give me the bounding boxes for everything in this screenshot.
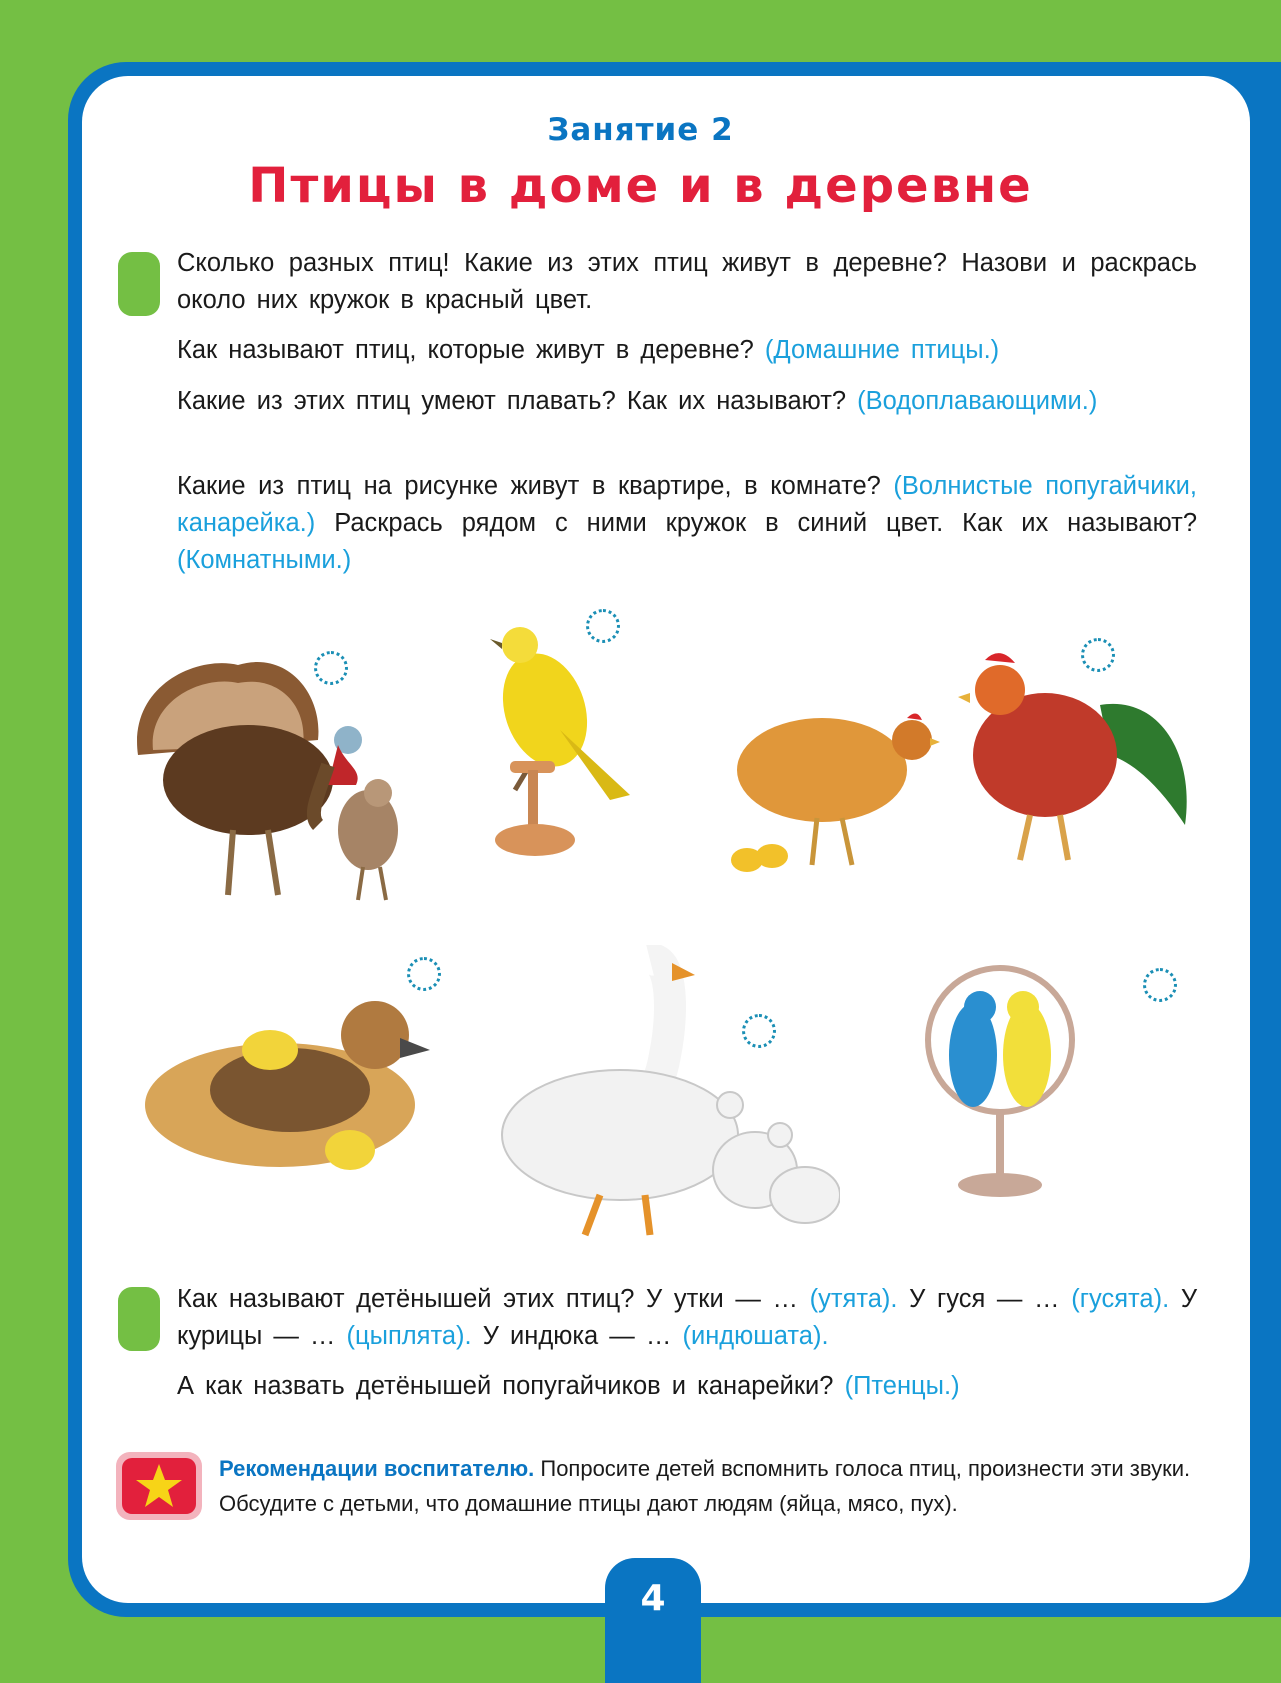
hen-illustration — [722, 700, 942, 885]
recommendation-label: Рекомендации воспитателю. — [219, 1456, 535, 1481]
recommendation-star-icon — [116, 1452, 202, 1520]
question-2 — [177, 332, 1197, 369]
page-number: 4 — [640, 1578, 666, 1619]
question-6-text: А как назвать детёнышей попугайчиков и канарейки? — [177, 1372, 834, 1400]
answer-2: (Домашние птицы.) — [764, 336, 1000, 364]
section-marker-1 — [118, 252, 160, 316]
answer-3: (Водоплавающими.) — [857, 387, 1098, 415]
answer-5c: (цыплята). — [346, 1322, 472, 1350]
color-circle-canary[interactable] — [586, 609, 620, 643]
canary-illustration — [490, 625, 680, 870]
page-title: Птицы в доме и в деревне — [248, 158, 1033, 214]
answer-5a: (утята). — [809, 1285, 898, 1313]
answer-6: (Птенцы.) — [844, 1372, 960, 1400]
recommendation-text: Попросите детей вспомнить голоса птиц, произнести эти звуки. Обсудите с детьми, что домашние птицы дают людям (яйца, мясо, пух). — [219, 1456, 1191, 1516]
recommendation-note — [219, 1451, 1204, 1521]
duck-illustration — [130, 990, 430, 1190]
answer-5d: (индюшата). — [682, 1322, 829, 1350]
answer-4b: (Комнатными.) — [177, 546, 352, 574]
question-4-text-b: Раскрась рядом с ними кружок в синий цвет. Как их называют? — [334, 509, 1197, 537]
color-circle-budgies[interactable] — [1143, 968, 1177, 1002]
page-number-tab — [605, 1558, 701, 1683]
lesson-number: Занятие 2 — [547, 112, 734, 148]
question-3-text: Какие из этих птиц умеют плавать? Как их называют? — [177, 387, 847, 415]
question-3 — [177, 383, 1197, 420]
question-1: Сколько разных птиц! Какие из этих птиц живут в деревне? Назови и раскрась около них кружок в красный цвет. — [177, 249, 1197, 314]
budgies-illustration — [925, 945, 1075, 1200]
color-circle-turkey[interactable] — [314, 651, 348, 685]
question-5 — [177, 1281, 1197, 1355]
question-4-text-a: Какие из птиц на рисунке живут в квартире, в комнате? — [177, 472, 881, 500]
goose-illustration — [500, 945, 840, 1250]
answer-4a: (Волнистые попугайчики, канарейка.) — [177, 472, 1197, 537]
question-5-text-d: У индюка — … — [482, 1322, 672, 1350]
question-5-text-c: У курицы — … — [177, 1285, 1198, 1350]
color-circle-goose[interactable] — [742, 1014, 776, 1048]
color-circle-duck[interactable] — [407, 957, 441, 991]
turkey-illustration — [118, 645, 408, 915]
rooster-illustration — [950, 645, 1200, 870]
star-icon — [122, 1458, 196, 1514]
color-circle-rooster[interactable] — [1081, 638, 1115, 672]
section-marker-2 — [118, 1287, 160, 1351]
question-5-text-b: У гуся — … — [909, 1285, 1060, 1313]
question-6 — [177, 1368, 1197, 1405]
question-2-text: Как называют птиц, которые живут в деревне? — [177, 336, 754, 364]
answer-5b: (гусята). — [1071, 1285, 1170, 1313]
question-5-text-a: Как называют детёнышей этих птиц? У утки — … — [177, 1285, 798, 1313]
question-4 — [177, 468, 1197, 579]
